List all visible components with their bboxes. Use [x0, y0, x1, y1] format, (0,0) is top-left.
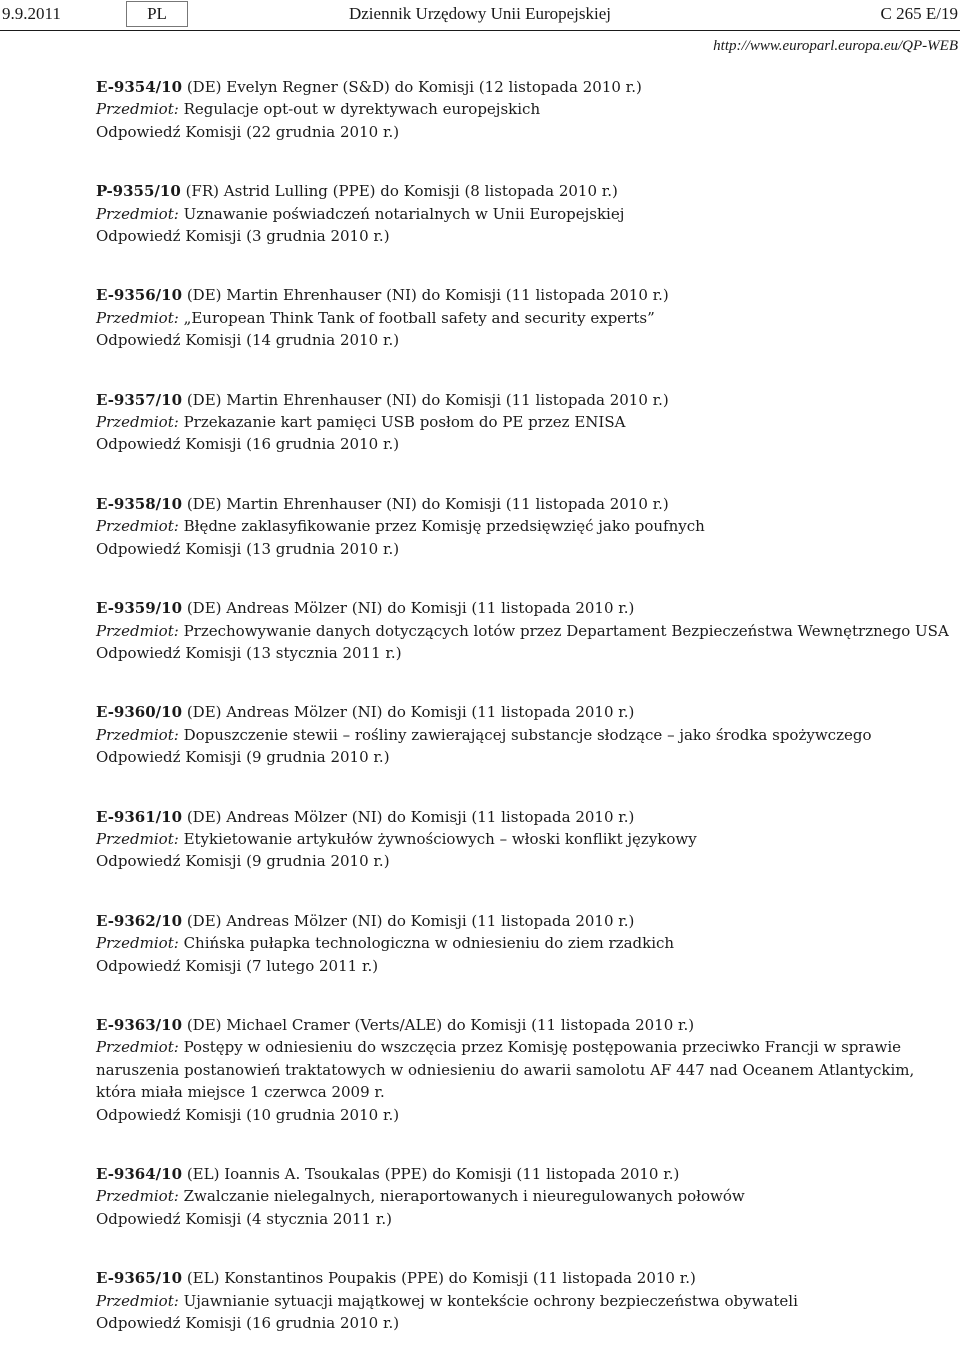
- subject-text: Postępy w odniesieniu do wszczęcia przez Komisję postępowania przeciwko Francji w sprawie naruszenia postanowień traktatowych w odniesieniu do awarii samolotu AF 447 nad Oceanem Atlantyckim, która miała miejsce 1 czerwca 2009 r.: [96, 1038, 915, 1102]
- question-heading: [96, 180, 956, 202]
- question-heading: [96, 910, 956, 932]
- subject-label: Przedmiot:: [96, 100, 179, 119]
- question-subject: [96, 932, 956, 954]
- question-subject: [96, 411, 956, 433]
- commission-answer: Odpowiedź Komisji (9 grudnia 2010 r.): [96, 852, 390, 871]
- question-entry: [96, 910, 956, 977]
- question-author: (FR) Astrid Lulling (PPE) do Komisji (8 listopada 2010 r.): [180, 182, 618, 201]
- question-subject: [96, 724, 956, 746]
- question-entry: [96, 701, 956, 768]
- subject-label: Przedmiot:: [96, 621, 179, 640]
- question-entry: [96, 389, 956, 456]
- commission-answer: Odpowiedź Komisji (13 stycznia 2011 r.): [96, 643, 402, 662]
- question-subject: [96, 620, 956, 642]
- subject-text: Zwalczanie nielegalnych, nieraportowanych i nieuregulowanych połowów: [183, 1187, 745, 1206]
- question-list: [96, 76, 956, 1371]
- commission-answer: Odpowiedź Komisji (7 lutego 2011 r.): [96, 956, 379, 975]
- commission-answer: Odpowiedź Komisji (10 grudnia 2010 r.): [96, 1105, 400, 1124]
- subject-label: Przedmiot:: [96, 829, 179, 848]
- subject-label: Przedmiot:: [96, 1187, 179, 1206]
- question-heading: [96, 1014, 956, 1036]
- journal-title: Dziennik Urzędowy Unii Europejskiej: [348, 4, 611, 23]
- question-heading: [96, 701, 956, 723]
- question-author: (DE) Martin Ehrenhauser (NI) do Komisji (11 listopada 2010 r.): [182, 390, 669, 409]
- question-subject: [96, 1185, 956, 1207]
- question-subject: [96, 828, 956, 850]
- question-ref: P-9355/10: [96, 182, 181, 201]
- commission-answer: Odpowiedź Komisji (4 stycznia 2011 r.): [96, 1209, 393, 1228]
- question-entry: [96, 806, 956, 873]
- question-entry: [96, 493, 956, 560]
- question-author: (DE) Andreas Mölzer (NI) do Komisji (11 listopada 2010 r.): [182, 703, 635, 722]
- page-reference: C 265 E/19: [880, 4, 958, 23]
- subject-label: Przedmiot:: [96, 204, 179, 223]
- subject-label: Przedmiot:: [96, 1038, 179, 1057]
- question-entry: [96, 180, 956, 247]
- commission-answer: Odpowiedź Komisji (16 grudnia 2010 r.): [96, 435, 400, 454]
- subject-label: Przedmiot:: [96, 1291, 179, 1310]
- commission-answer: Odpowiedź Komisji (22 grudnia 2010 r.): [96, 122, 400, 141]
- commission-answer: Odpowiedź Komisji (16 grudnia 2010 r.): [96, 1314, 400, 1333]
- question-entry: [96, 284, 956, 351]
- commission-answer: Odpowiedź Komisji (14 grudnia 2010 r.): [96, 331, 400, 350]
- subject-text: Etykietowanie artykułów żywnościowych – włoski konflikt językowy: [183, 829, 697, 848]
- question-author: (DE) Michael Cramer (Verts/ALE) do Komisji (11 listopada 2010 r.): [182, 1015, 695, 1034]
- question-author: (DE) Martin Ehrenhauser (NI) do Komisji (11 listopada 2010 r.): [182, 286, 669, 305]
- subject-text: Uznawanie poświadczeń notarialnych w Unii Europejskiej: [183, 204, 625, 223]
- question-subject: [96, 515, 956, 537]
- commission-answer: Odpowiedź Komisji (3 grudnia 2010 r.): [96, 227, 390, 246]
- subject-text: Przechowywanie danych dotyczących lotów przez Departament Bezpieczeństwa Wewnętrznego USA: [183, 621, 949, 640]
- question-heading: [96, 1163, 956, 1185]
- question-ref: E-9356/10: [96, 286, 183, 305]
- subject-text: Chińska pułapka technologiczna w odniesieniu do ziem rzadkich: [183, 934, 675, 953]
- question-entry: [96, 597, 956, 664]
- question-author: (DE) Andreas Mölzer (NI) do Komisji (11 listopada 2010 r.): [182, 807, 635, 826]
- question-ref: E-9364/10: [96, 1165, 183, 1183]
- question-ref: E-9360/10: [96, 703, 183, 722]
- question-heading: [96, 1267, 956, 1289]
- subject-label: Przedmiot:: [96, 308, 179, 327]
- question-heading: [96, 597, 956, 619]
- question-entry: [96, 1267, 956, 1334]
- language-badge: PL: [126, 1, 188, 27]
- question-ref: E-9365/10: [96, 1269, 183, 1288]
- subject-label: Przedmiot:: [96, 725, 179, 744]
- question-heading: [96, 806, 956, 828]
- question-author: (EL) Ioannis A. Tsoukalas (PPE) do Komisji (11 listopada 2010 r.): [182, 1165, 680, 1183]
- subject-label: Przedmiot:: [96, 517, 179, 536]
- question-author: (DE) Martin Ehrenhauser (NI) do Komisji (11 listopada 2010 r.): [182, 494, 669, 513]
- commission-answer: Odpowiedź Komisji (9 grudnia 2010 r.): [96, 748, 390, 767]
- commission-answer: Odpowiedź Komisji (13 grudnia 2010 r.): [96, 539, 400, 558]
- question-ref: E-9361/10: [96, 807, 183, 826]
- question-heading: [96, 493, 956, 515]
- question-heading: [96, 76, 956, 98]
- question-heading: [96, 284, 956, 306]
- subject-text: Regulacje opt-out w dyrektywach europejskich: [183, 100, 541, 119]
- subject-label: Przedmiot:: [96, 413, 179, 432]
- question-subject: [96, 1290, 956, 1312]
- question-ref: E-9363/10: [96, 1015, 183, 1034]
- question-subject: [96, 307, 956, 329]
- question-subject: [96, 1036, 956, 1103]
- question-author: (DE) Andreas Mölzer (NI) do Komisji (11 listopada 2010 r.): [182, 911, 635, 930]
- question-author: (DE) Evelyn Regner (S&D) do Komisji (12 listopada 2010 r.): [182, 78, 642, 96]
- question-entry: [96, 76, 956, 143]
- publication-date: 9.9.2011: [2, 4, 61, 23]
- source-url[interactable]: http://www.europarl.europa.eu/QP-WEB: [713, 38, 958, 54]
- question-author: (EL) Konstantinos Poupakis (PPE) do Komisji (11 listopada 2010 r.): [182, 1269, 696, 1288]
- question-entry: [96, 1163, 956, 1230]
- question-subject: [96, 98, 956, 120]
- question-subject: [96, 203, 956, 225]
- question-ref: E-9358/10: [96, 494, 183, 513]
- question-entry: [96, 1014, 956, 1126]
- subject-text: Ujawnianie sytuacji majątkowej w kontekście ochrony bezpieczeństwa obywateli: [183, 1291, 798, 1310]
- question-author: (DE) Andreas Mölzer (NI) do Komisji (11 listopada 2010 r.): [182, 599, 635, 618]
- page-header: [0, 0, 960, 31]
- question-ref: E-9362/10: [96, 911, 183, 930]
- subject-text: Przekazanie kart pamięci USB posłom do PE przez ENISA: [183, 413, 626, 432]
- subject-text: Dopuszczenie stewii – rośliny zawierającej substancje słodzące – jako środka spożywczego: [183, 725, 872, 744]
- subject-text: Błędne zaklasyfikowanie przez Komisję przedsięwzięć jako poufnych: [183, 517, 705, 536]
- subject-label: Przedmiot:: [96, 934, 179, 953]
- question-heading: [96, 389, 956, 411]
- subject-text: „European Think Tank of football safety and security experts”: [183, 308, 655, 327]
- question-ref: E-9354/10: [96, 78, 183, 96]
- question-ref: E-9359/10: [96, 599, 183, 618]
- question-ref: E-9357/10: [96, 390, 183, 409]
